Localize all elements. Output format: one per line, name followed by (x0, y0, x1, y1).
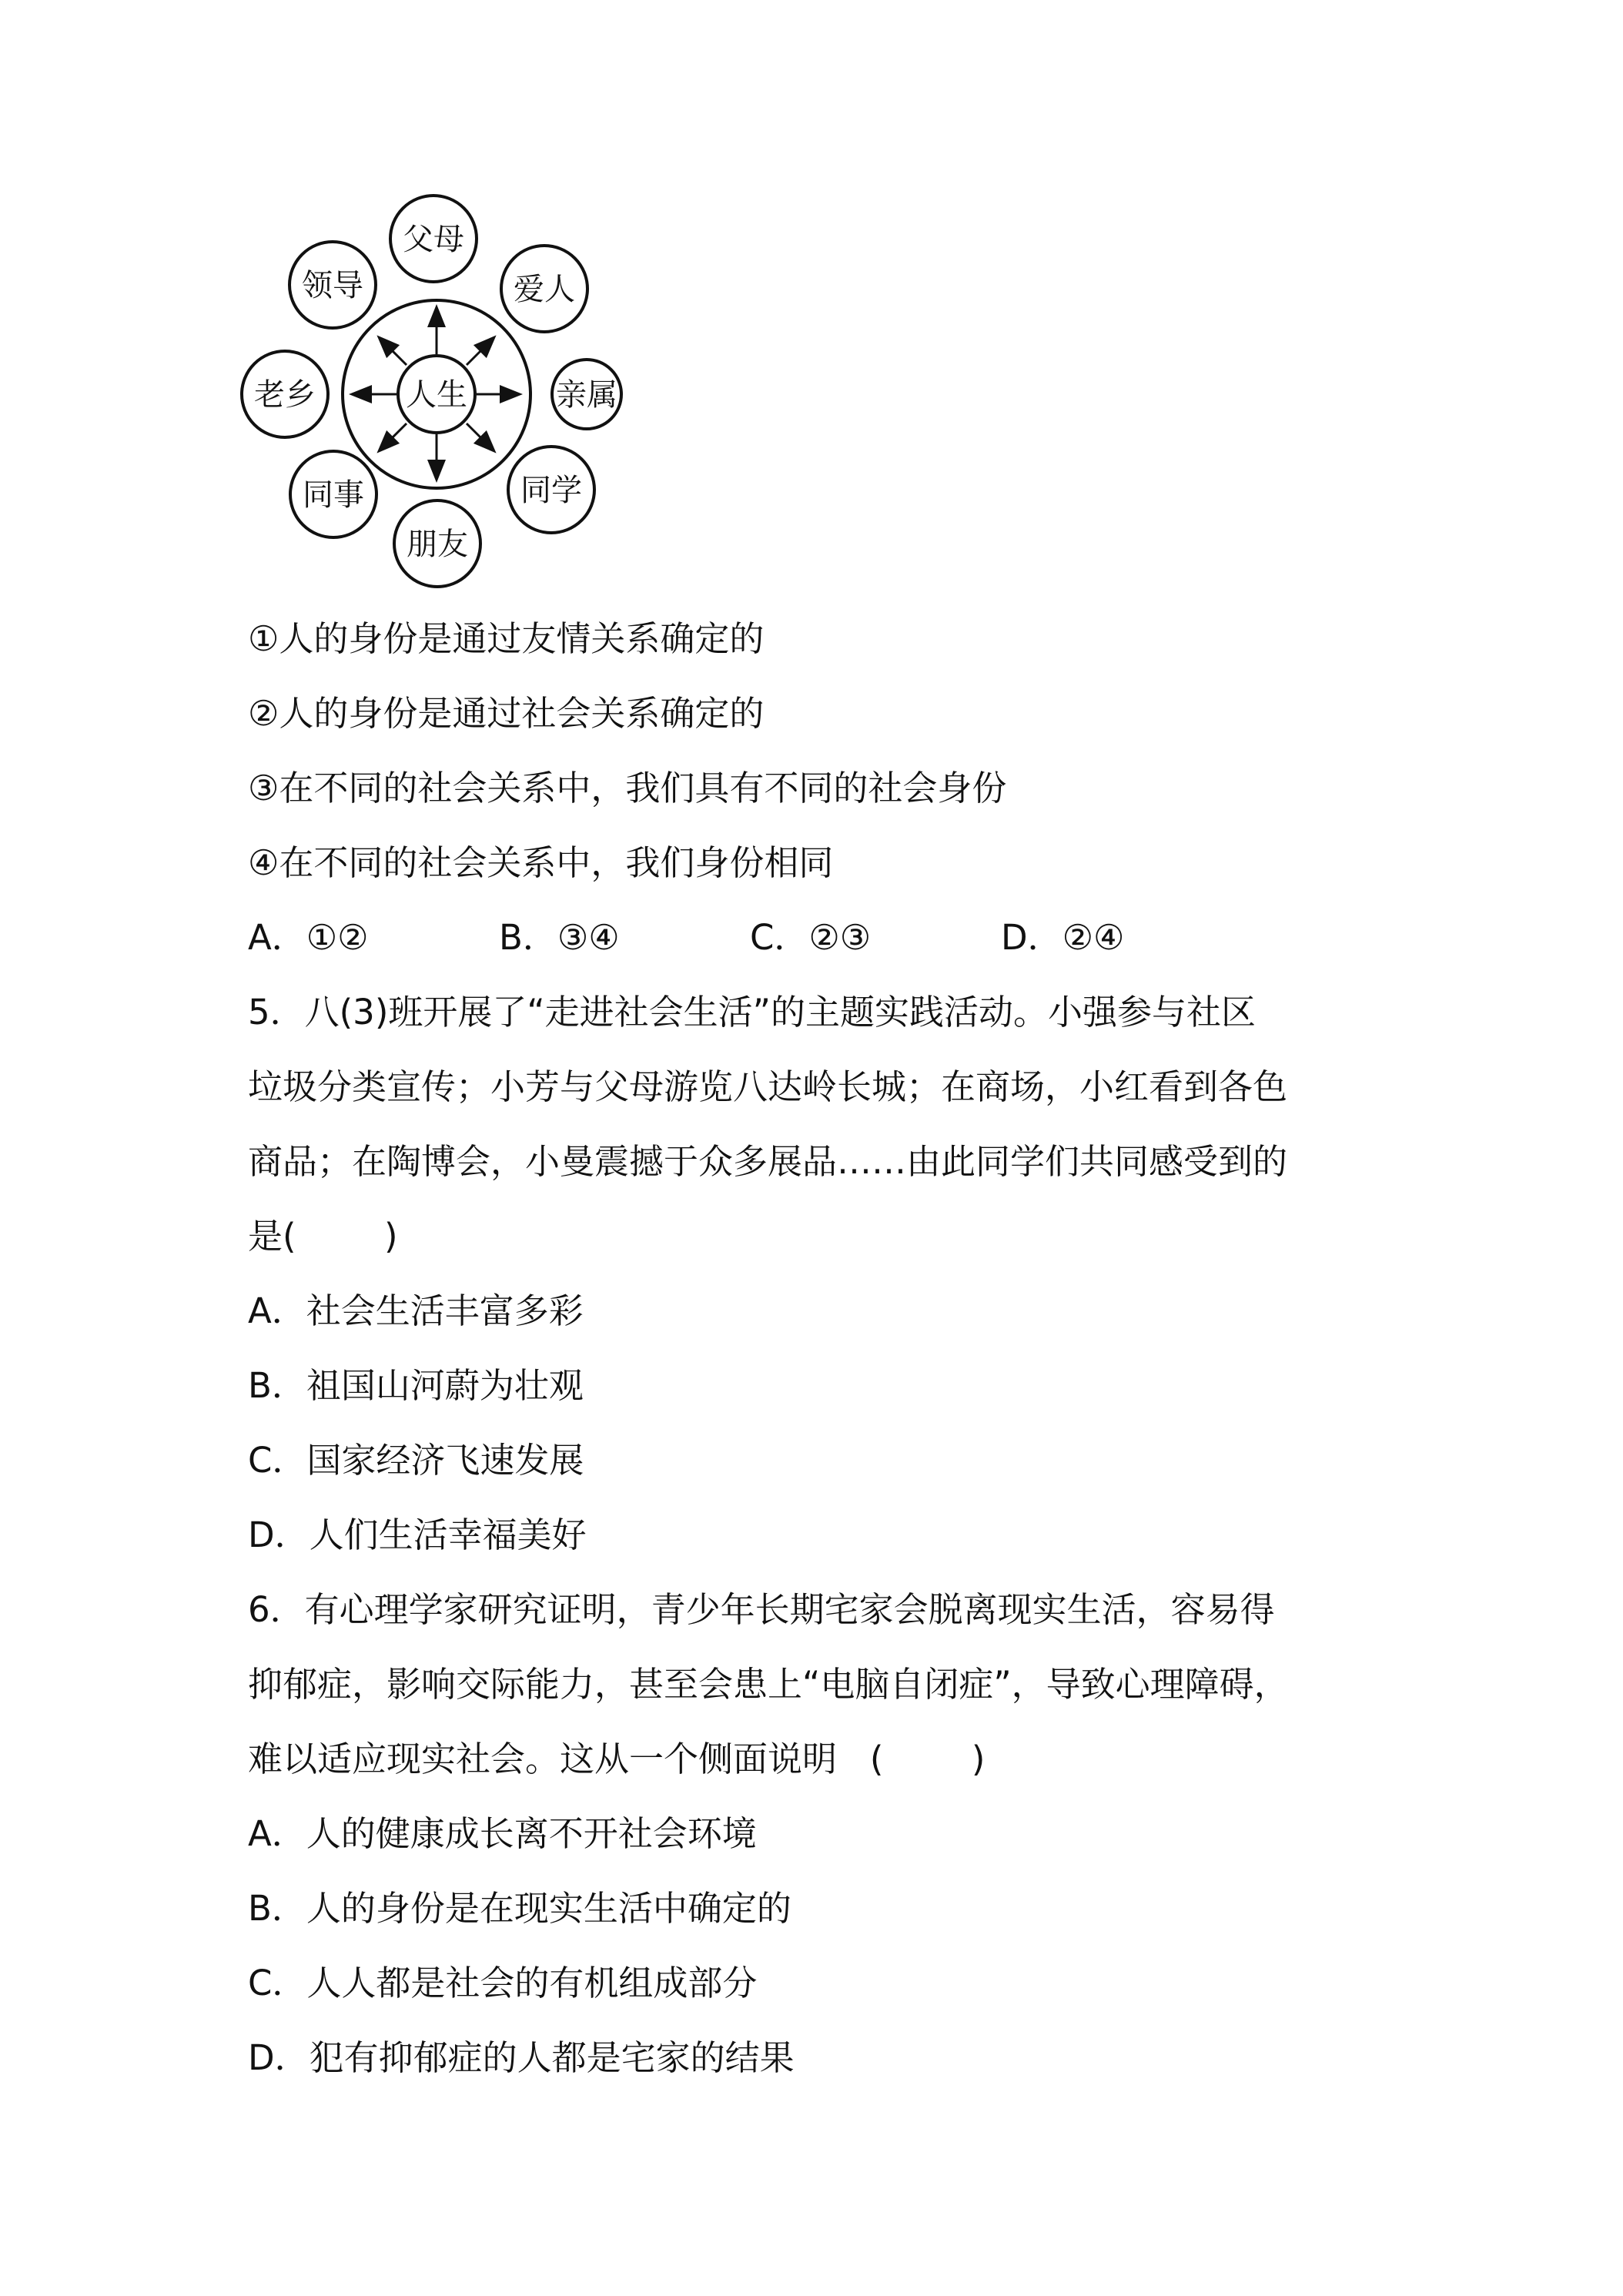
q5-option-a[interactable]: A．社会生活丰富多彩 (248, 1290, 584, 1331)
node-label-4: 朋友 (407, 527, 468, 562)
q5-stem-line-1: 5．八(3)班开展了“走进社会生活”的主题实践活动。小强参与社区 (248, 992, 1257, 1033)
relationship-diagram (239, 192, 624, 593)
q4-statement-4: ④在不同的社会关系中，我们身份相同 (248, 842, 834, 883)
center-label: 人生 (406, 377, 467, 413)
node-label-2: 亲属 (556, 377, 617, 413)
q4-option-b[interactable]: B．③④ (499, 917, 620, 958)
q4-options (248, 915, 1403, 961)
q4-option-c[interactable]: C．②③ (750, 917, 872, 958)
q6-stem-line-1: 6．有心理学家研究证明，青少年长期宅家会脱离现实生活，容易得 (248, 1589, 1275, 1630)
q4-statement-3: ③在不同的社会关系中，我们具有不同的社会身份 (248, 768, 1007, 808)
arrow-down-right (467, 423, 488, 445)
q5-stem-line-2: 垃圾分类宣传；小芳与父母游览八达岭长城；在商场，小红看到各色 (248, 1066, 1288, 1107)
q6-option-b[interactable]: B．人的身份是在现实生活中确定的 (248, 1888, 791, 1929)
q6-option-c[interactable]: C．人人都是社会的有机组成部分 (248, 1963, 758, 2003)
arrow-up-left (385, 343, 407, 365)
node-label-3: 同学 (520, 473, 582, 508)
q5-option-b[interactable]: B．祖国山河蔚为壮观 (248, 1365, 584, 1406)
relationship-diagram-svg (239, 192, 624, 593)
node-label-7: 领导 (302, 268, 363, 303)
q5-stem-line-3: 商品；在陶博会，小曼震撼于众多展品……由此同学们共同感受到的 (248, 1141, 1288, 1182)
q4-option-a[interactable]: A．①② (248, 917, 369, 958)
q5-option-d[interactable]: D．人们生活幸福美好 (248, 1514, 587, 1555)
q4-statement-2: ②人的身份是通过社会关系确定的 (248, 693, 765, 734)
q6-option-d[interactable]: D．犯有抑郁症的人都是宅家的结果 (248, 2037, 795, 2078)
node-label-5: 同事 (303, 477, 364, 513)
q6-option-a[interactable]: A．人的健康成长离不开社会环境 (248, 1813, 757, 1854)
q6-stem-line-2: 抑郁症，影响交际能力，甚至会患上“电脑自闭症”，导致心理障碍， (248, 1664, 1289, 1705)
node-label-0: 父母 (403, 222, 464, 257)
q5-option-c[interactable]: C．国家经济飞速发展 (248, 1440, 584, 1481)
arrow-up-right (467, 343, 488, 365)
node-label-1: 爱人 (514, 272, 575, 307)
q4-option-d[interactable]: D．②④ (1001, 917, 1125, 958)
node-label-6: 老乡 (254, 377, 316, 413)
q4-statement-1: ①人的身份是通过友情关系确定的 (248, 618, 765, 659)
q5-stem-line-4: 是( ) (248, 1216, 398, 1257)
arrow-down-left (385, 423, 407, 445)
q6-stem-line-3: 难以适应现实社会。这从一个侧面说明 ( ) (248, 1739, 986, 1779)
